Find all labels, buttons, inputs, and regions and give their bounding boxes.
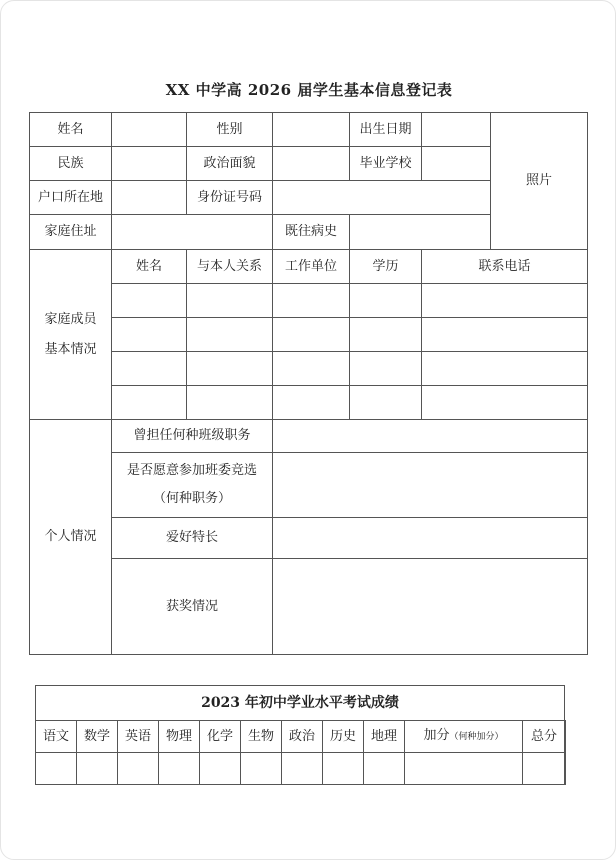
committee-label-line2: （何种职务） [152,491,231,506]
committee-cell[interactable] [273,453,588,518]
bonus-header [405,721,523,753]
bonus-label: 加分 [423,728,450,743]
subject-math: 数学 [77,721,118,753]
medical-history-label: 既往病史 [273,215,350,250]
score-cell[interactable] [118,753,159,785]
subject-chinese: 语文 [36,721,77,753]
political-status-label: 政治面貌 [187,147,273,181]
bonus-cell[interactable] [405,753,523,785]
student-info-table [29,112,588,655]
subject-geography: 地理 [364,721,405,753]
prev-role-cell[interactable] [273,420,588,453]
family-cell[interactable] [273,386,350,420]
home-address-cell[interactable] [112,215,273,250]
score-cell[interactable] [241,753,282,785]
family-cell[interactable] [350,386,422,420]
family-cell[interactable] [273,352,350,386]
hobbies-cell[interactable] [273,518,588,559]
total-cell[interactable] [523,753,566,785]
family-row [30,386,588,420]
family-cell[interactable] [112,318,187,352]
subject-politics: 政治 [282,721,323,753]
personal-section-label: 个人情况 [30,420,112,655]
medical-history-cell[interactable] [350,215,491,250]
exam-scores-section [35,685,565,785]
subject-chemistry: 化学 [200,721,241,753]
family-cell[interactable] [112,352,187,386]
subject-english: 英语 [118,721,159,753]
photo-label: 照片 [525,173,552,188]
awards-label: 获奖情况 [112,559,273,655]
birthdate-cell[interactable] [422,113,491,147]
subject-physics: 物理 [159,721,200,753]
family-cell[interactable] [112,284,187,318]
scores-title: 2023 年初中学业水平考试成绩 [201,695,399,711]
prev-role-label: 曾担任何种班级职务 [112,420,273,453]
ethnicity-label: 民族 [30,147,112,181]
name-label: 姓名 [30,113,112,147]
score-cell[interactable] [159,753,200,785]
score-cell[interactable] [282,753,323,785]
total-header: 总分 [523,721,566,753]
hukou-cell[interactable] [112,181,187,215]
score-cell[interactable] [323,753,364,785]
graduated-school-cell[interactable] [422,147,491,181]
bonus-note: （何种加分） [449,732,504,742]
committee-label-line1: 是否愿意参加班委竞选 [126,463,257,478]
awards-cell[interactable] [273,559,588,655]
birthdate-label: 出生日期 [350,113,422,147]
family-cell[interactable] [112,386,187,420]
family-header-name: 姓名 [112,250,187,284]
score-cell[interactable] [77,753,118,785]
gender-label: 性别 [187,113,273,147]
id-number-cell[interactable] [273,181,491,215]
subject-biology: 生物 [241,721,282,753]
score-cell[interactable] [36,753,77,785]
family-cell[interactable] [422,352,588,386]
family-row [30,284,588,318]
committee-label [112,453,273,518]
graduated-school-label: 毕业学校 [350,147,422,181]
score-cell[interactable] [200,753,241,785]
name-cell[interactable] [112,113,187,147]
family-cell[interactable] [187,318,273,352]
exam-scores-table [35,720,566,785]
family-cell[interactable] [187,352,273,386]
family-cell[interactable] [273,284,350,318]
ethnicity-cell[interactable] [112,147,187,181]
family-cell[interactable] [187,284,273,318]
family-header-phone: 联系电话 [422,250,588,284]
hukou-label: 户口所在地 [30,181,112,215]
family-row [30,352,588,386]
photo-cell[interactable] [491,113,588,250]
gender-cell[interactable] [273,113,350,147]
family-cell[interactable] [422,318,588,352]
home-address-label: 家庭住址 [30,215,112,250]
page-title: XX 中学高 2026 届学生基本信息登记表 [165,81,453,99]
family-row [30,318,588,352]
hobbies-label: 爱好特长 [112,518,273,559]
family-cell[interactable] [350,284,422,318]
family-section-label: 家庭成员基本情况 [30,250,112,420]
family-cell[interactable] [187,386,273,420]
family-cell[interactable] [422,284,588,318]
family-cell[interactable] [273,318,350,352]
family-cell[interactable] [350,352,422,386]
family-header-relation: 与本人关系 [187,250,273,284]
subject-history: 历史 [323,721,364,753]
family-cell[interactable] [422,386,588,420]
id-number-label: 身份证号码 [187,181,273,215]
family-header-education: 学历 [350,250,422,284]
family-header-workplace: 工作单位 [273,250,350,284]
family-cell[interactable] [350,318,422,352]
score-cell[interactable] [364,753,405,785]
political-status-cell[interactable] [273,147,350,181]
